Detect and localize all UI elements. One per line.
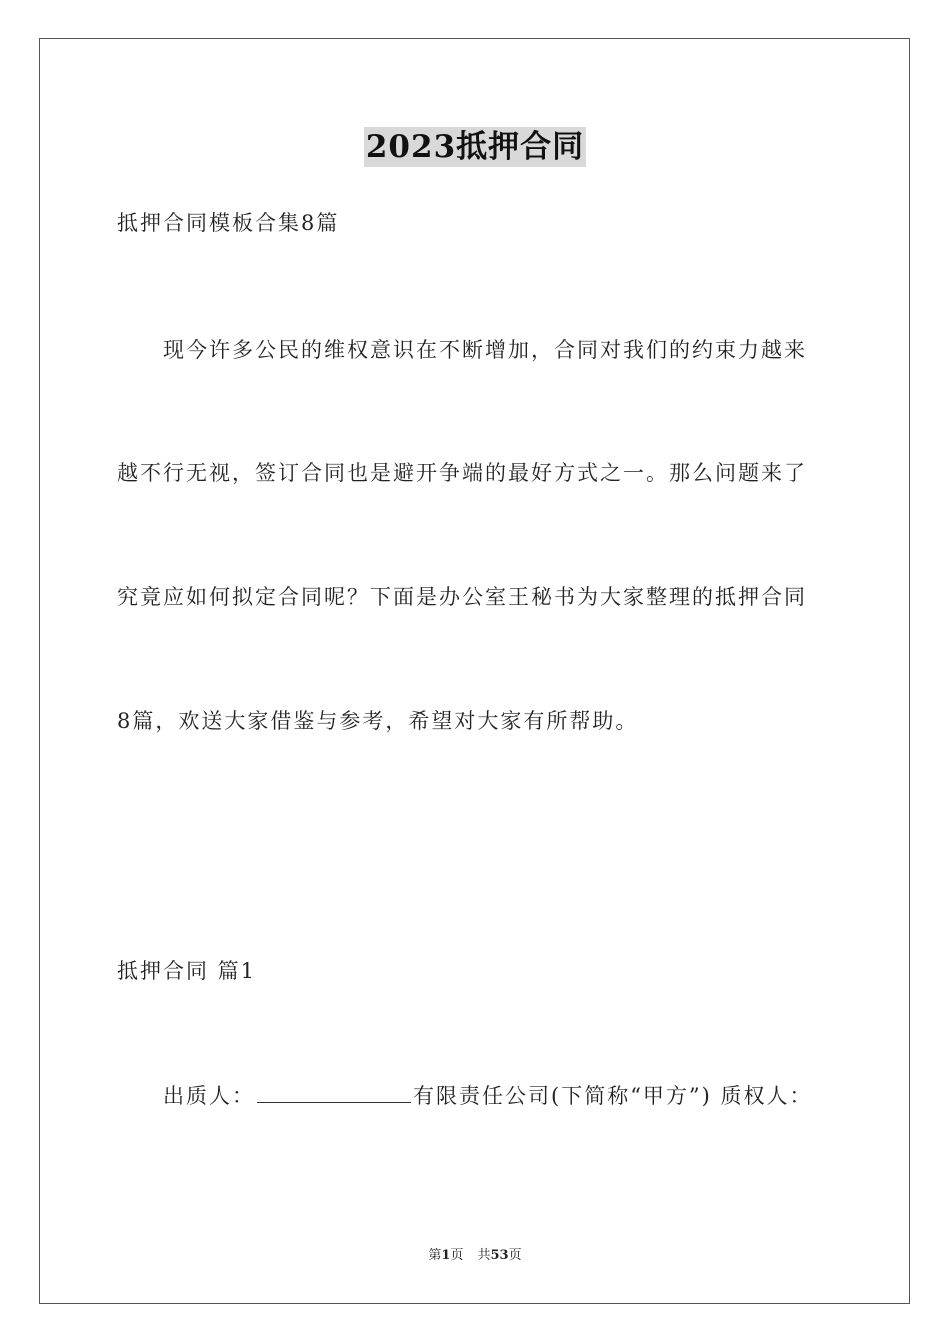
- page-prefix: 第: [428, 1248, 442, 1263]
- page-number: 1: [441, 1248, 451, 1263]
- intro-line-4: 8篇，欢送大家借鉴与参考，希望对大家有所帮助。: [117, 709, 639, 733]
- intro-line-2: 越不行无视，签订合同也是避开争端的最好方式之一。那么问题来了: [117, 461, 807, 485]
- page-suffix: 页: [450, 1248, 464, 1263]
- title-container: [0, 127, 950, 167]
- pledgor-label: 出质人：: [163, 1084, 255, 1108]
- document-title: 2023抵押合同: [365, 129, 585, 165]
- total-suffix: 页: [508, 1248, 522, 1263]
- party-line: [163, 1082, 813, 1110]
- party-line-suffix: 有限责任公司(下简称“甲方”) 质权人：: [413, 1084, 813, 1108]
- page-footer: [0, 1247, 950, 1265]
- intro-line-1: 现今许多公民的维权意识在不断增加，合同对我们的约束力越来: [163, 338, 807, 362]
- total-pages: 53: [490, 1248, 509, 1263]
- total-prefix: 共: [477, 1248, 491, 1263]
- document-subtitle: 抵押合同模板合集8篇: [117, 211, 340, 235]
- pledgor-blank-field: [257, 1082, 411, 1103]
- intro-line-3: 究竟应如何拟定合同呢？下面是办公室王秘书为大家整理的抵押合同: [117, 585, 807, 609]
- section-heading: 抵押合同 篇1: [117, 959, 257, 983]
